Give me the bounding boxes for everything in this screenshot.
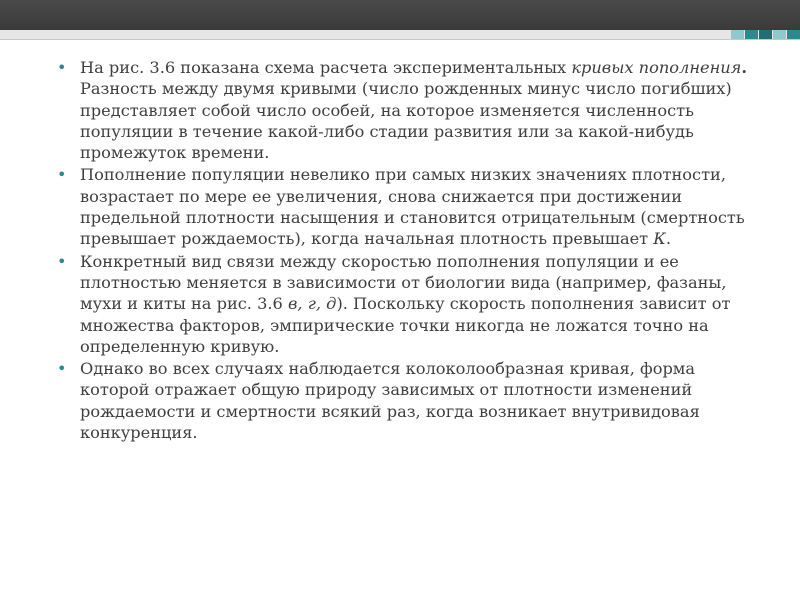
bullet-icon: • <box>57 165 67 185</box>
bullet-text: . <box>665 229 671 249</box>
bullet-item-4 <box>52 358 752 443</box>
bullet-text: Конкретный вид связи между скоростью пополнения популяции и ее плотностью меняется в зависимости от биологии вида (например, фазаны, мухи и киты на рис. 3.6 <box>80 251 727 314</box>
slide-body <box>52 57 752 444</box>
header-tile <box>731 30 744 39</box>
bullet-text: ). Поскольку скорость пополнения зависит от множества факторов, эмпирические точки никогда не ложатся точно на определенную кривую. <box>80 294 731 356</box>
header-rule <box>0 39 800 40</box>
bullet-term: в, г, д <box>288 294 337 314</box>
bullet-text: Однако во всех случаях наблюдается колоколообразная кривая, форма которой отражает общую природу зависимых от плотности изменений рождаемости и смертности всякий раз, когда возникает внутривидовая конкуренция. <box>80 359 700 443</box>
bullet-text: Пополнение популяции невелико при самых низких значениях плотности, возрастает по мере ее увеличения, снова снижается при достижении предельной плотности насыщения и становится отрицательным (смертность превышает рождаемость), когда начальная плотность превышает <box>80 165 745 249</box>
header-tile <box>759 30 772 39</box>
header-band <box>0 0 800 30</box>
header-tile <box>745 30 758 39</box>
bullet-term: К <box>653 229 666 249</box>
bullet-item-3 <box>52 251 752 357</box>
header-tile <box>773 30 786 39</box>
header-tiles <box>730 30 800 39</box>
bullet-item-1 <box>52 57 752 163</box>
header-tile <box>787 30 800 39</box>
bullet-text: На рис. 3.6 показана схема расчета экспериментальных <box>80 58 572 77</box>
bullet-list <box>52 57 752 443</box>
bullet-term-dot: . <box>741 58 748 77</box>
bullet-item-2 <box>52 164 752 249</box>
bullet-icon: • <box>57 58 67 77</box>
bullet-term: кривых пополнения <box>571 58 742 77</box>
header-stripe <box>0 30 800 39</box>
bullet-text: Разность между двумя кривыми (число рожденных минус число погибших) представляет собой число особей, на которое изменяется численность популяции в течение какой-либо стадии развития или за какой-нибудь промежуток времени. <box>80 79 732 163</box>
bullet-icon: • <box>57 251 67 271</box>
bullet-icon: • <box>57 359 67 379</box>
